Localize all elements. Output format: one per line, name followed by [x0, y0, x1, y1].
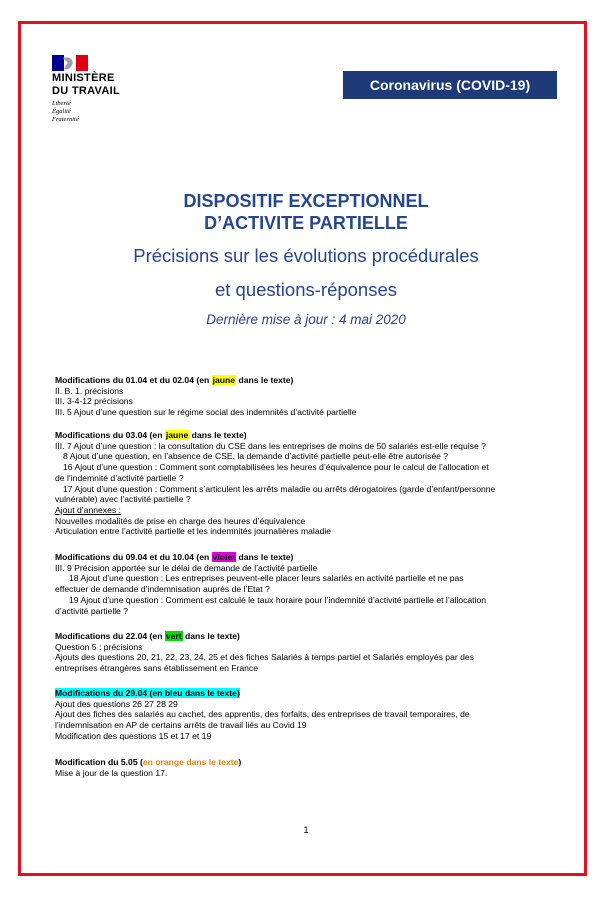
page-number: 1: [303, 825, 309, 835]
section-heading: [55, 757, 555, 768]
section-heading: [55, 552, 555, 563]
heading-text: ): [238, 757, 242, 767]
heading-text: Modifications du 22.04 (en: [55, 631, 165, 641]
change-item: entreprises étrangères sans établissement en France: [55, 663, 259, 674]
change-item: 19 Ajout d’une question : Comment est calculé le taux horaire pour l’indemnité d’activité partielle et l’allocation: [69, 594, 487, 605]
section-heading: [55, 430, 555, 441]
change-item: l’indemnisation en AP de certains arrêts de travail liés au Covid 19: [55, 720, 307, 731]
heading-text: Modifications du 09.04 et du 10.04 (en: [55, 552, 212, 562]
section-0304: [55, 430, 555, 537]
change-item: III. 3-4-12 précisions: [55, 396, 133, 407]
ministry-line-2: DU TRAVAIL: [52, 85, 120, 97]
heading-text: Modifications du 03.04 (en: [55, 430, 165, 440]
section-heading: [55, 631, 555, 642]
change-item: III. 7 Ajout d’une question : la consultation du CSE dans les entreprises de moins de 50 salariés est-elle requise ?: [55, 440, 486, 451]
doc-title-line-2: D’ACTIVITE PARTIELLE: [204, 213, 408, 233]
change-item: Mise à jour de la question 17.: [55, 767, 168, 778]
change-item: de l’indemnité d’activité partielle ?: [55, 472, 184, 483]
change-item: 18 Ajout d’une question : Les entreprises peuvent-elle placer leurs salariés en activité partielle et ne pas: [69, 573, 464, 584]
republic-motto: [52, 100, 142, 124]
change-item: d’activité partielle ?: [55, 605, 129, 616]
last-updated: Dernière mise à jour : 4 mai 2020: [206, 312, 406, 327]
change-item: 17 Ajout d’une question : Comment s’articulent les arrêts maladie ou arrêts dérogatoires (garde d’enfant/personne: [63, 483, 496, 494]
change-item: III. 5 Ajout d’une question sur le régime social des indemnités d’activité partielle: [55, 407, 357, 418]
ministry-name: [52, 72, 172, 98]
change-item: Ajouts des questions 20, 21, 22, 23, 24, 25 et des fiches Salariés à temps partiel et Salariés employés par des: [55, 652, 474, 663]
heading-text: dans le texte): [236, 375, 294, 385]
change-item: effectuer de demande d’indemnisation auprès de l’Etat ?: [55, 584, 270, 595]
highlight-yellow: jaune: [212, 375, 236, 385]
change-item: II. B. 1. précisions: [55, 385, 124, 396]
motto-liberte: Liberté: [52, 100, 71, 107]
heading-text: dans le texte): [189, 430, 247, 440]
change-item: III. 9 Précision apportée sur le délai de demande de l’activité partielle: [55, 562, 318, 573]
doc-subtitle-line-2: et questions-réponses: [214, 279, 398, 300]
highlight-cyan: Modifications du 29.04 (en bleu dans le texte): [55, 688, 240, 698]
highlight-orange: en orange dans le texte: [142, 757, 239, 767]
section-heading: [55, 375, 555, 386]
section-0104: [55, 375, 555, 418]
heading-text: dans le texte): [182, 631, 240, 641]
marianne-logo-icon: [52, 55, 88, 71]
change-item: Question 5 : précisions: [55, 641, 143, 652]
heading-text: Modifications du 01.04 et du 02.04 (en: [55, 375, 212, 385]
annex-heading: Ajout d’annexes :: [55, 504, 121, 515]
change-item: vulnérable) avec l’activité partielle ?: [55, 494, 191, 505]
heading-text: Modification du 5.05 (: [55, 757, 143, 767]
annex-item: Articulation entre l’activité partielle et les indemnités journalières maladie: [55, 526, 332, 537]
doc-title-line-1: DISPOSITIF EXCEPTIONNEL: [183, 191, 429, 211]
change-item: Modification des questions 15 et 17 et 19: [55, 730, 212, 741]
doc-subtitle-line-1: Précisions sur les évolutions procédurales: [133, 245, 479, 266]
motto-egalite: Égalité: [52, 108, 71, 115]
heading-text: dans le texte): [236, 552, 294, 562]
motto-fraternite: Fraternité: [52, 116, 79, 123]
section-0904: [55, 552, 555, 616]
covid-badge: Coronavirus (COVID-19): [343, 71, 557, 99]
change-item: 8 Ajout d’une question, en l’absence de CSE, la demande d’activité partielle peut-elle être autorisée ?: [63, 451, 449, 462]
ministry-line-1: MINISTÈRE: [52, 72, 115, 84]
highlight-yellow: jaune: [165, 430, 189, 440]
section-2204: [55, 631, 555, 674]
section-heading: [55, 688, 555, 699]
highlight-green: vert: [165, 631, 182, 641]
section-2904: [55, 688, 555, 742]
change-item: Ajout des questions 26 27 28 29: [55, 698, 178, 709]
change-item: Ajout des fiches des salariés au cachet, des apprentis, des forfaits, des entreprises de travail temporaires, de: [55, 709, 470, 720]
highlight-violet: violet: [212, 552, 236, 562]
annex-item: Nouvelles modalités de prise en charge des heures d’équivalence: [55, 515, 306, 526]
change-item: 16 Ajout d’une question : Comment sont comptabilisées les heures d’équivalence pour le calcul de l’allocation et: [63, 462, 489, 473]
section-0505: [55, 757, 555, 778]
